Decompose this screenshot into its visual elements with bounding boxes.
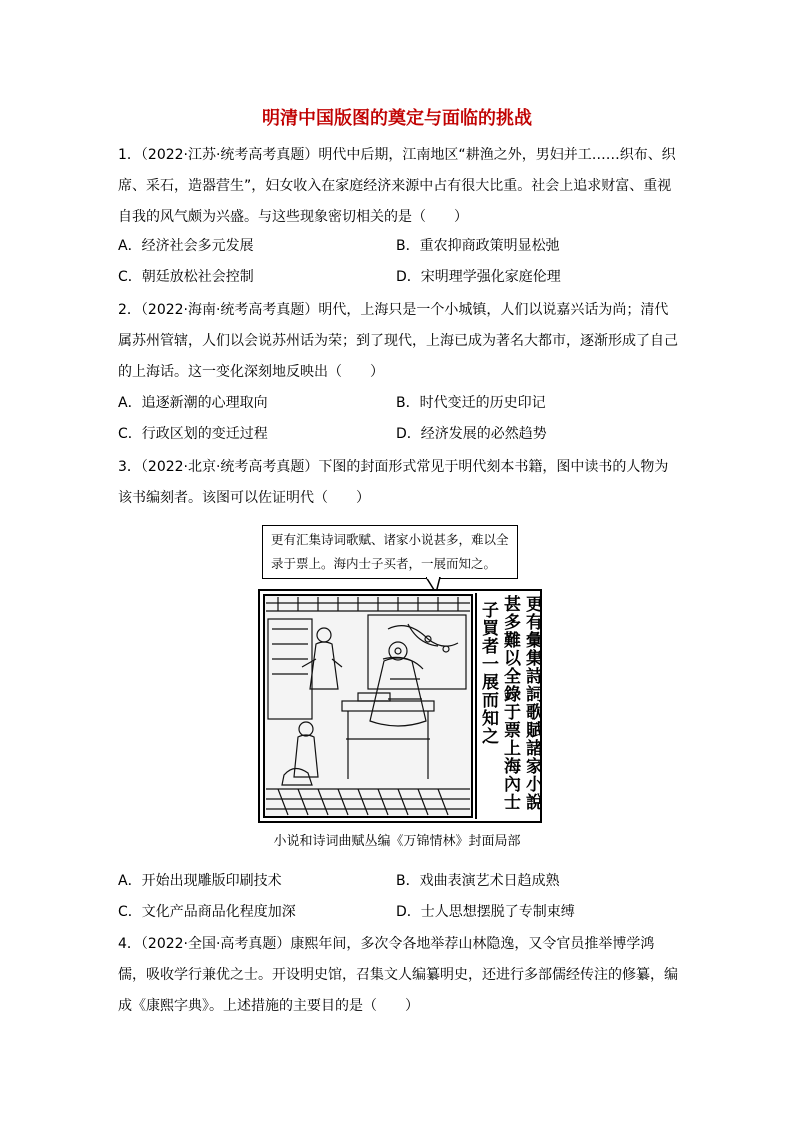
question-3-option-a: A．开始出现雕版印刷技术 [118, 873, 282, 889]
question-3-option-b: B．戏曲表演艺术日趋成熟 [396, 873, 560, 889]
question-1-stem: 1．（2022·江苏·统考高考真题）明代中后期，江南地区“耕渔之外，男妇并工……织布、织席、采石，造器营生”，妇女收入在家庭经济来源中占有很大比重。社会上追求财富、重视自我的风气颇为兴盛。与这些现象密切相关的是（ ） [118, 147, 676, 225]
speech-bubble: 更有汇集诗词歌赋、诸家小说甚多，难以全录于票上。海内士子买者，一展而知之。 [262, 525, 518, 579]
question-2-option-c: C．行政区划的变迁过程 [118, 426, 268, 442]
question-1-option-c: C．朝廷放松社会控制 [118, 269, 254, 285]
question-1-option-b: B．重农抑商政策明显松弛 [396, 238, 560, 254]
question-2-stem: 2．（2022·海南·统考高考真题）明代，上海只是一个小城镇，人们以说嘉兴话为尚；清代属苏州管辖，人们以会说苏州话为荣；到了现代，上海已成为著名大都市，逐渐形成了自己的上海话。这一变化深刻地反映出（ ） [118, 302, 678, 380]
question-1-option-d: D．宋明理学强化家庭伦理 [396, 269, 561, 285]
woodcut-illustration [258, 589, 542, 823]
question-2-option-a: A．追逐新潮的心理取向 [118, 395, 268, 411]
question-4-stem: 4．（2022·全国·高考真题）康熙年间，多次令各地举荐山林隐逸，又令官员推举博学鸿儒，吸收学行兼优之士。开设明史馆，召集文人编纂明史，还进行多部儒经传注的修纂，编成《康熙字典》。上述措施的主要目的是（ ） [118, 936, 678, 1014]
question-2-option-d: D．经济发展的必然趋势 [396, 426, 547, 442]
question-1-option-a: A．经济社会多元发展 [118, 238, 254, 254]
question-3-option-c: C．文化产品商品化程度加深 [118, 904, 296, 920]
woodcut-text-col1: 更有彙集詩詞歌賦諸家小說 [522, 595, 542, 811]
question-2-option-b: B．时代变迁的历史印记 [396, 395, 546, 411]
question-3-stem: 3．（2022·北京·统考高考真题）下图的封面形式常见于明代刻本书籍，图中读书的人物为该书编刻者。该图可以佐证明代（ ） [118, 459, 669, 506]
question-3-option-d: D．士人思想摆脱了专制束缚 [396, 904, 575, 920]
document-title: 明清中国版图的奠定与面临的挑战 [262, 108, 532, 129]
figure-caption: 小说和诗词曲赋丛编《万锦情林》封面局部 [273, 834, 521, 849]
woodcut-text-col3: 子買者一展而知之 [478, 601, 498, 745]
book-cover-figure [258, 525, 542, 823]
woodcut-text-col2: 甚多難以全錄于票上海內士 [500, 595, 520, 811]
